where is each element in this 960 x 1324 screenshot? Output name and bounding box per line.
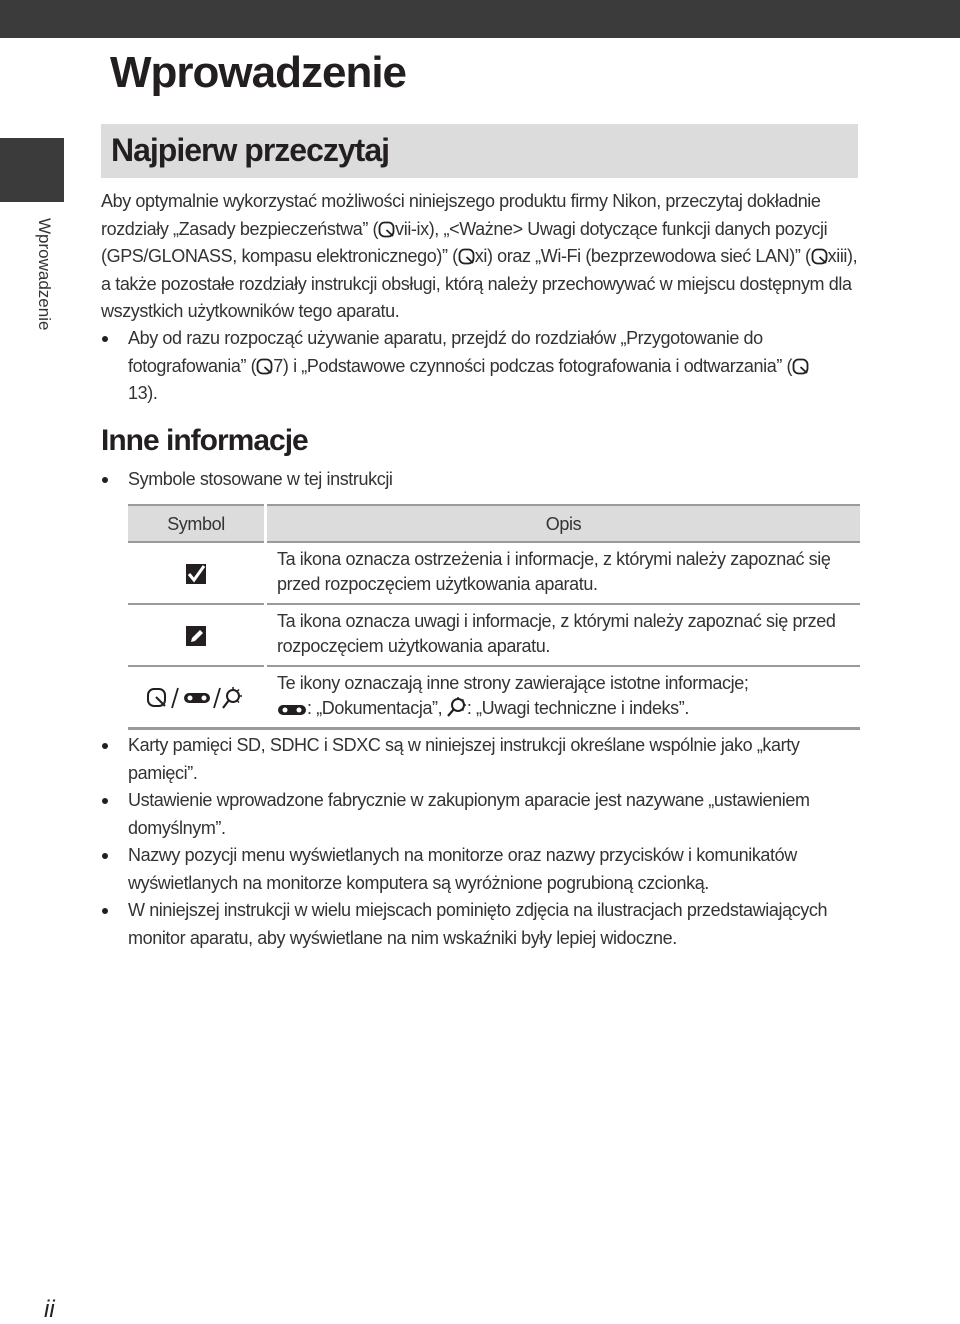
intro-text: xi) oraz „Wi-Fi (bezprzewodowa sieć LAN)” ( (474, 246, 811, 266)
description-cell (266, 666, 861, 729)
top-bar (0, 0, 960, 38)
table-row (128, 604, 860, 666)
subsection-title: Inne informacje (101, 424, 308, 457)
section-header-read-first (101, 124, 858, 178)
intro-text: xiii), a także pozostałe rozdziały instrukcji obsługi, którą należy przechowywać w miejscu dostępnym dla wszystkich użytkowników tego aparatu. (101, 246, 858, 321)
note-pencil-icon (185, 625, 207, 647)
chapter-tab-marker (0, 138, 64, 202)
bullet-text: Aby od razu rozpocząć używanie aparatu, przejdź do rozdziałów „Przygotowanie do fotografowania” ( (128, 328, 763, 376)
binoculars-icon (277, 703, 307, 717)
symbols-table (128, 504, 860, 730)
technical-notes-icon (447, 697, 467, 717)
list-item (101, 325, 831, 408)
description-text: Te ikony oznaczają inne strony zawierające istotne informacje; (277, 673, 749, 693)
symbol-cell (128, 666, 266, 729)
book-reference-icon (811, 248, 828, 265)
description-text: : „Uwagi techniczne i indeks”. (466, 698, 689, 718)
intro-text: Aby optymalnie wykorzystać możliwości niniejszego produktu firmy Nikon, przeczytaj dokładnie rozdziały „Zasady bezpieczeństwa” ( (101, 191, 821, 239)
warning-check-icon (185, 563, 207, 585)
intro-paragraph (101, 188, 861, 326)
book-reference-icon (378, 221, 395, 238)
chapter-tab-label: Wprowadzenie (35, 218, 54, 331)
description-cell: Ta ikona oznacza uwagi i informacje, z którymi należy zapoznać się przed rozpoczęciem użytkowania aparatu. (266, 604, 861, 666)
book-reference-icon (256, 358, 273, 375)
book-reference-icon (458, 248, 475, 265)
list-item: Karty pamięci SD, SDHC i SDXC są w niniejszej instrukcji określane wspólnie jako „karty pamięci”. (101, 732, 861, 787)
description-text: : „Dokumentacja”, (307, 698, 447, 718)
list-item: Symbole stosowane w tej instrukcji (101, 466, 831, 494)
list-item: Ustawienie wprowadzone fabrycznie w zakupionym aparacie jest nazywane „ustawieniem domyślnym”. (101, 787, 861, 842)
symbol-cell (128, 604, 266, 666)
table-row (128, 666, 860, 729)
section-title: Najpierw przeczytaj (111, 132, 389, 168)
list-item: Nazwy pozycji menu wyświetlanych na monitorze oraz nazwy przycisków i komunikatów wyświetlanych na monitorze komputera są wyróżnione pogrubioną czcionką. (101, 842, 861, 897)
book-reference-icon (792, 358, 809, 375)
page-reference-icons (146, 686, 246, 710)
list-item: W niniejszej instrukcji w wielu miejscach pominięto zdjęcia na ilustracjach przedstawiających monitor aparatu, aby wyświetlane na nim wskaźniki były lepiej widoczne. (101, 897, 861, 952)
notes-list (101, 732, 861, 952)
column-header-symbol: Symbol (128, 505, 266, 542)
description-cell: Ta ikona oznacza ostrzeżenia i informacje, z którymi należy zapoznać się przed rozpoczęciem użytkowania aparatu. (266, 542, 861, 604)
quick-start-list (101, 325, 831, 408)
symbol-cell (128, 542, 266, 604)
table-row (128, 542, 860, 604)
symbols-intro-list (101, 466, 831, 494)
bullet-text: 7) i „Podstawowe czynności podczas fotografowania i odtwarzania” ( (273, 355, 793, 376)
intro-text: vii-ix), „<Ważne> Uwagi dotyczące funkcji danych pozycji (GPS/GLONASS, kompasu elektronicznego)” ( (101, 218, 828, 266)
page-number: ii (44, 1296, 55, 1323)
page-title: Wprowadzenie (110, 48, 407, 97)
bullet-text: 13). (128, 383, 158, 403)
column-header-description: Opis (266, 505, 861, 542)
table-header-row (128, 505, 860, 542)
